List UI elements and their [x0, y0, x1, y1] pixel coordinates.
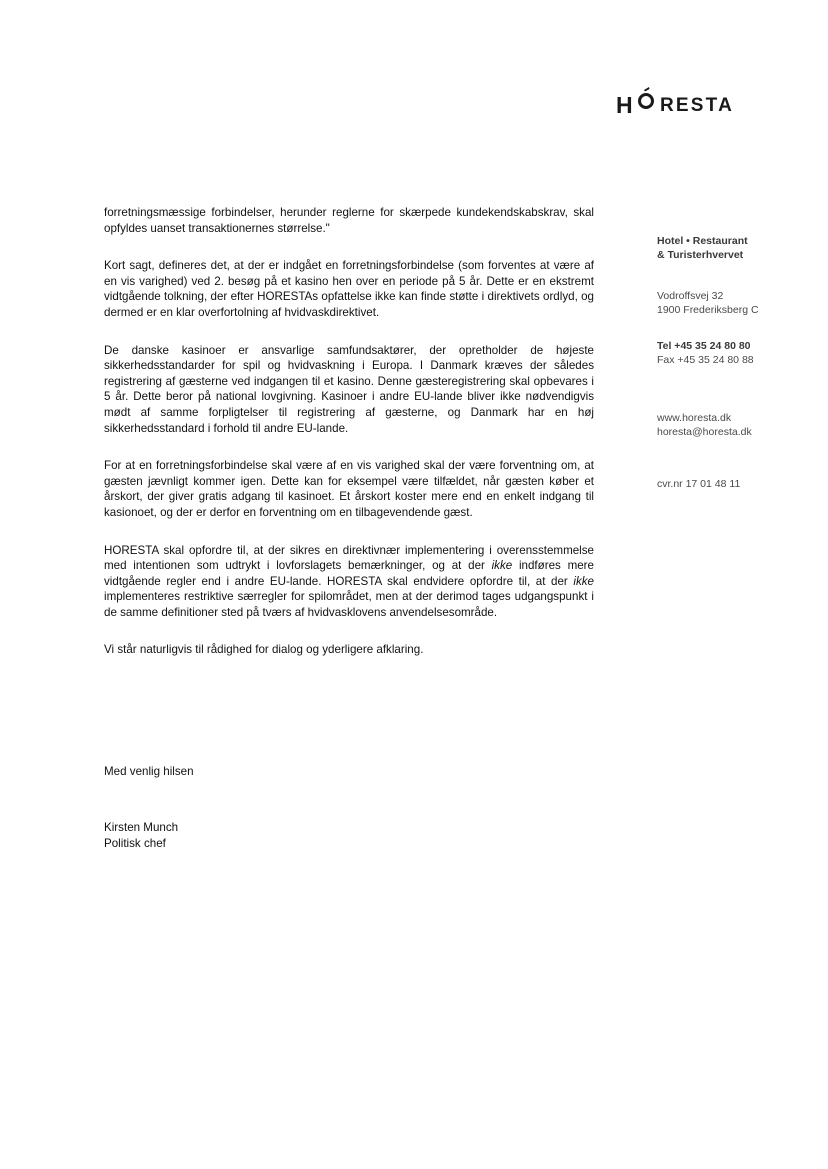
- address-city: 1900 Frederiksberg C: [657, 304, 759, 316]
- telephone: Tel +45 35 24 80 80: [657, 340, 751, 352]
- paragraph-3: De danske kasinoer er ansvarlige samfundsaktører, der opretholder de højeste sikkerhedsstandarder for spil og hvidvaskning i Europa. I Danmark kræves der således registrering af gæsterne ved indgangen til et kasino. Denne gæsteregistrering skal opbevares i 5 år. Dette beror på national lovgivning. Kasinoer i andre EU-lande bliver ikke nødvendigvis mødt af samme forpligtelser til registrering af gæsterne, og Danmark har en høj sikkerhedsstandard i forhold til andre EU-lande.: [104, 343, 594, 435]
- company-web: [657, 411, 817, 439]
- paragraph-5-part-a: HORESTA skal opfordre til, at der sikres en direktivnær implementering i overensstemmelse med intentionen som udtrykt i lovforslagets bemærkninger, og at der: [104, 543, 594, 573]
- horesta-logo: [614, 80, 764, 124]
- signatory-name: Kirsten Munch: [104, 821, 179, 834]
- closing-salutation: Med venlig hilsen: [104, 765, 194, 778]
- signatory-title: Politisk chef: [104, 837, 166, 850]
- paragraph-5: [104, 543, 594, 621]
- cvr-number: cvr.nr 17 01 48 11: [657, 478, 741, 490]
- website: www.horesta.dk: [657, 412, 732, 424]
- letterhead-sidebar: [657, 234, 817, 491]
- emphasis-ikke-1: ikke: [491, 559, 513, 573]
- address-street: Vodroffsvej 32: [657, 290, 724, 302]
- company-cvr: [657, 477, 817, 491]
- fax: Fax +45 35 24 80 88: [657, 354, 754, 366]
- paragraph-1: forretningsmæssige forbindelser, herunder reglerne for skærpede kundekendskabskrav, skal opfyldes uanset transaktionernes størrelse.": [104, 206, 594, 235]
- logo-wordmark: RESTA: [660, 95, 734, 116]
- company-address: [657, 289, 817, 317]
- tagline-line-2: & Turisterhvervet: [657, 249, 744, 261]
- letter-body: [104, 205, 594, 680]
- logo-o-icon: [635, 87, 657, 109]
- paragraph-6: Vi står naturligvis til rådighed for dialog og yderligere afklaring.: [104, 643, 424, 657]
- paragraph-5-part-b: indføres mere vidtgående regler end i andre EU-lande. HORESTA skal endvidere opfordre til, at der: [104, 559, 594, 588]
- company-tagline: [657, 234, 817, 262]
- paragraph-5-part-c: implementeres restriktive særregler for spilområdet, men at der derimod tages udgangspunkt i de samme definitioner sted på tværs af hvidvasklovens anvendelsesområde.: [104, 590, 594, 619]
- logo-letter-h: H: [616, 92, 634, 118]
- tagline-line-1: Hotel • Restaurant: [657, 235, 748, 247]
- paragraph-4: For at en forretningsforbindelse skal være af en vis varighed skal der være forventning om, at gæsten jævnligt kommer igen. Dette kan for eksempel være tilfældet, når gæsten køber et årskort, der giver gratis adgang til kasinoet. Et årskort koster mere end en enkelt indgang til kasionoet, og der er derfor en forventning om en tilbagevendende gæst.: [104, 459, 594, 519]
- emphasis-ikke-2: ikke: [573, 574, 594, 588]
- signature-block: [104, 820, 178, 852]
- company-phone: [657, 339, 817, 367]
- paragraph-2: Kort sagt, defineres det, at der er indgået en forretningsforbindelse (som forventes at være af en vis varighed) ved 2. besøg på et kasino hen over en periode på 5 år. Dette er en ekstremt vidtgående tolkning, der efter HORESTAs opfattelse ikke kan finde støtte i direktivets ordlyd, og dermed er en klar overfortolning af hvidvaskdirektivet.: [104, 259, 594, 319]
- email: horesta@horesta.dk: [657, 426, 752, 438]
